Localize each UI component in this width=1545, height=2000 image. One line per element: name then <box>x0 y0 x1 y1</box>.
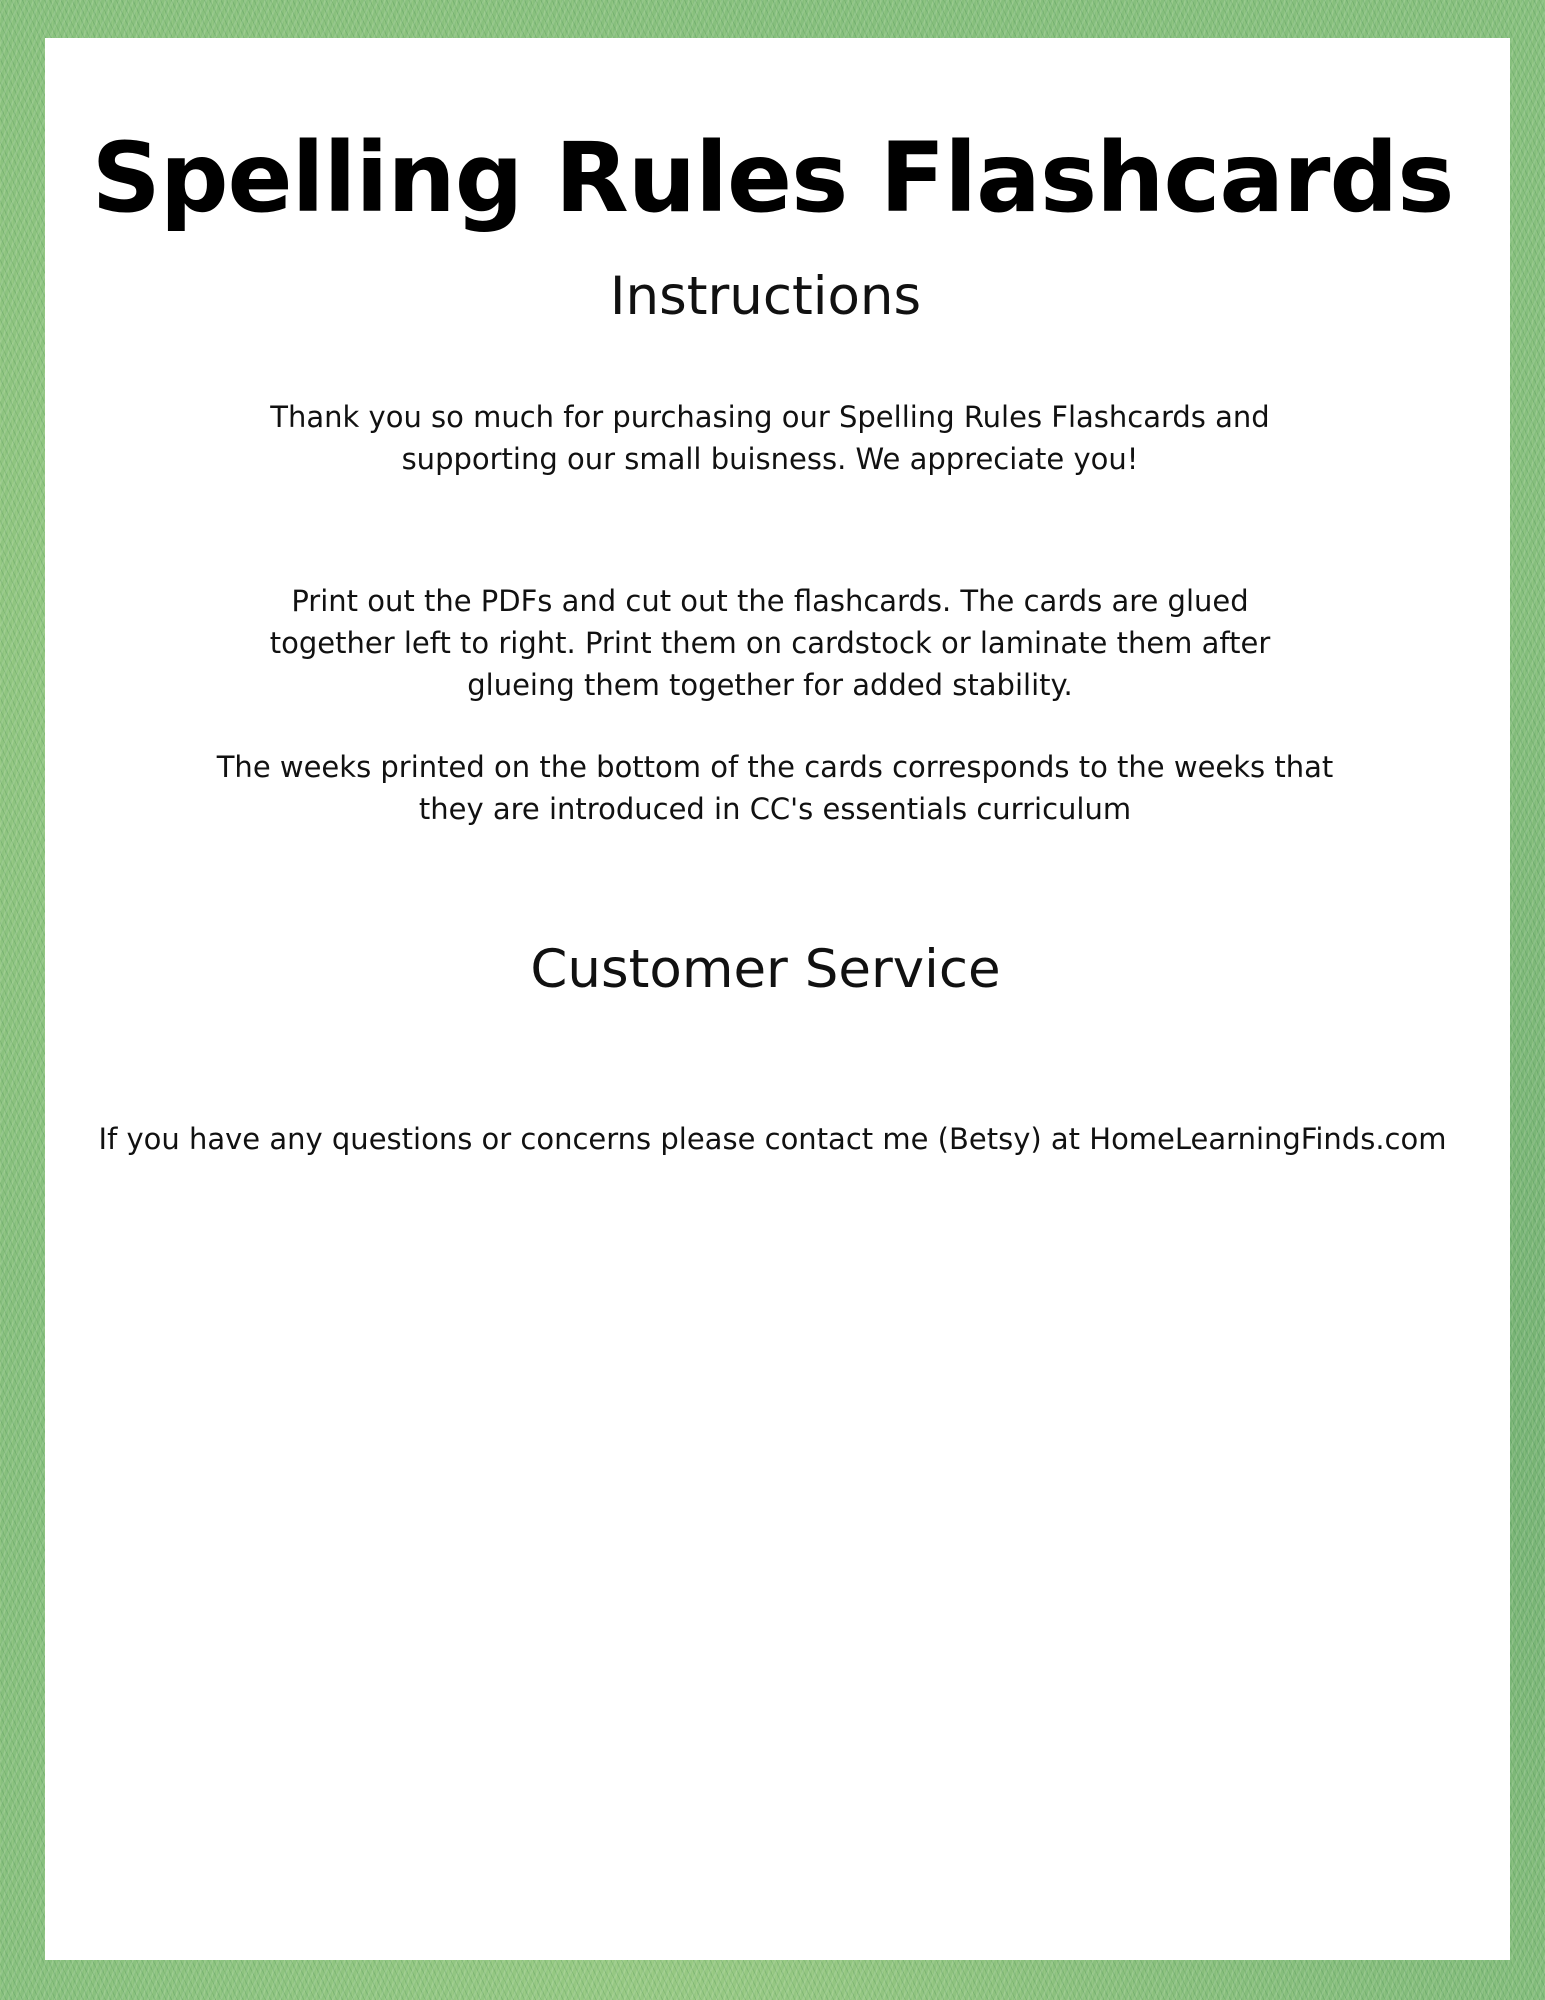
customer-service-heading: Customer Service <box>530 939 1001 1000</box>
document-title: Spelling Rules Flashcards <box>91 122 1454 234</box>
contact-info-text: If you have any questions or concerns please contact me (Betsy) at HomeLearningFinds.com <box>98 1122 1447 1156</box>
thank-you-paragraph: Thank you so much for purchasing our Spelling Rules Flashcards and supporting our small buisness. We appreciate you! <box>270 400 1270 476</box>
printing-instructions-paragraph: Print out the PDFs and cut out the flashcards. The cards are glued together left to right. Print them on cardstock or laminate them after glueing them together for added stability. <box>269 584 1271 702</box>
instructions-heading: Instructions <box>609 266 922 327</box>
weeks-note-paragraph: The weeks printed on the bottom of the cards corresponds to the weeks that they are introduced in CC's essentials curriculum <box>216 750 1334 826</box>
